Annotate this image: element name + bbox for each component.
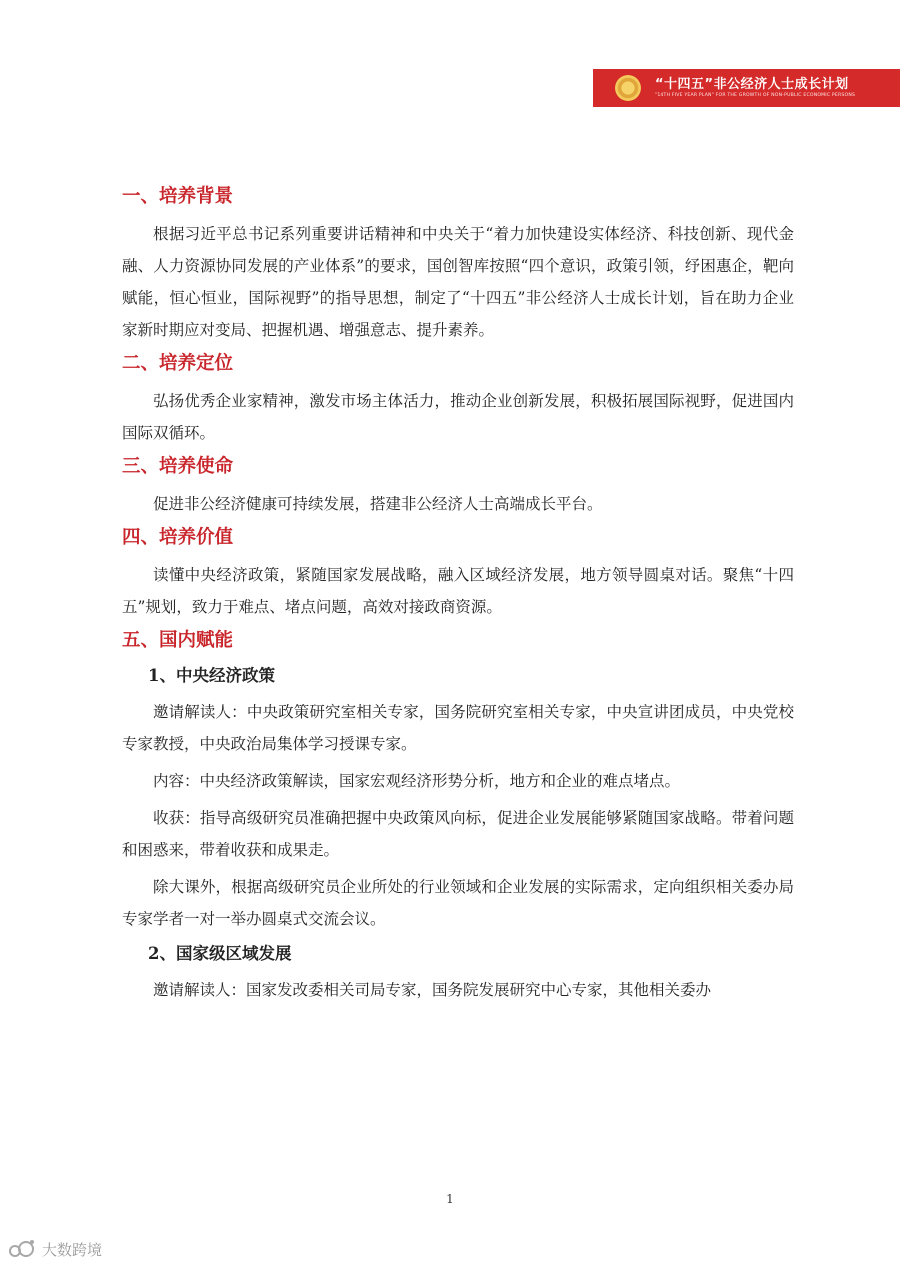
watermark [8, 1238, 102, 1260]
section-paragraph: 邀请解读人：国家发改委相关司局专家，国务院发展研究中心专家，其他相关委办 [153, 981, 712, 999]
section-paragraph: 除大课外，根据高级研究员企业所处的行业领域和企业发展的实际需求，定向组织相关委办局专家学者一对一举办圆桌式交流会议。 [122, 878, 794, 928]
subsection-heading-central-policy: 1、中央经济政策 [148, 666, 275, 685]
section-heading-value: 四、培养价值 [122, 527, 234, 548]
section-paragraph: 促进非公经济健康可持续发展，搭建非公经济人士高端成长平台。 [153, 495, 603, 513]
emblem-icon [615, 75, 641, 101]
section-heading-positioning: 二、培养定位 [122, 353, 234, 374]
section-paragraph: 弘扬优秀企业家精神，激发市场主体活力，推动企业创新发展，积极拓展国际视野，促进国内国际双循环。 [122, 392, 794, 442]
document-body [122, 184, 794, 1011]
section-paragraph: 收获：指导高级研究员准确把握中央政策风向标，促进企业发展能够紧随国家战略。带着问题和困惑来，带着收获和成果走。 [122, 809, 794, 859]
section-heading-domestic: 五、国内赋能 [122, 630, 234, 651]
section-paragraph: 根据习近平总书记系列重要讲话精神和中央关于“着力加快建设实体经济、科技创新、现代金融、人力资源协同发展的产业体系”的要求，国创智库按照“四个意识，政策引领，纾困惠企，靶向赋能，恒心恒业，国际视野”的指导思想，制定了“十四五”非公经济人士成长计划，旨在助力企业家新时期应对变局、把握机遇、增强意志、提升素养。 [122, 225, 794, 339]
subsection-heading-regional: 2、国家级区域发展 [148, 944, 292, 963]
section-paragraph: 邀请解读人：中央政策研究室相关专家，国务院研究室相关专家，中央宣讲团成员，中央党校专家教授，中央政治局集体学习授课专家。 [122, 703, 794, 753]
section-heading-background: 一、培养背景 [122, 186, 234, 207]
section-paragraph: 内容：中央经济政策解读，国家宏观经济形势分析，地方和企业的难点堵点。 [153, 772, 681, 790]
header-banner [593, 69, 900, 107]
banner-title: “十四五”非公经济人士成长计划 [655, 76, 849, 92]
watermark-logo-icon [8, 1238, 36, 1260]
section-paragraph: 读懂中央经济政策，紧随国家发展战略，融入区域经济发展，地方领导圆桌对话。聚焦“十四五”规划，致力于难点、堵点问题，高效对接政商资源。 [122, 566, 794, 616]
section-heading-mission: 三、培养使命 [122, 456, 234, 477]
banner-subtitle: "14TH FIVE YEAR PLAN" FOR THE GROWTH OF NON-PUBLIC ECONOMIC PERSONS [655, 92, 856, 98]
page-number: 1 [446, 1192, 454, 1206]
watermark-text: 大数跨境 [42, 1240, 103, 1259]
banner-text [655, 78, 855, 99]
